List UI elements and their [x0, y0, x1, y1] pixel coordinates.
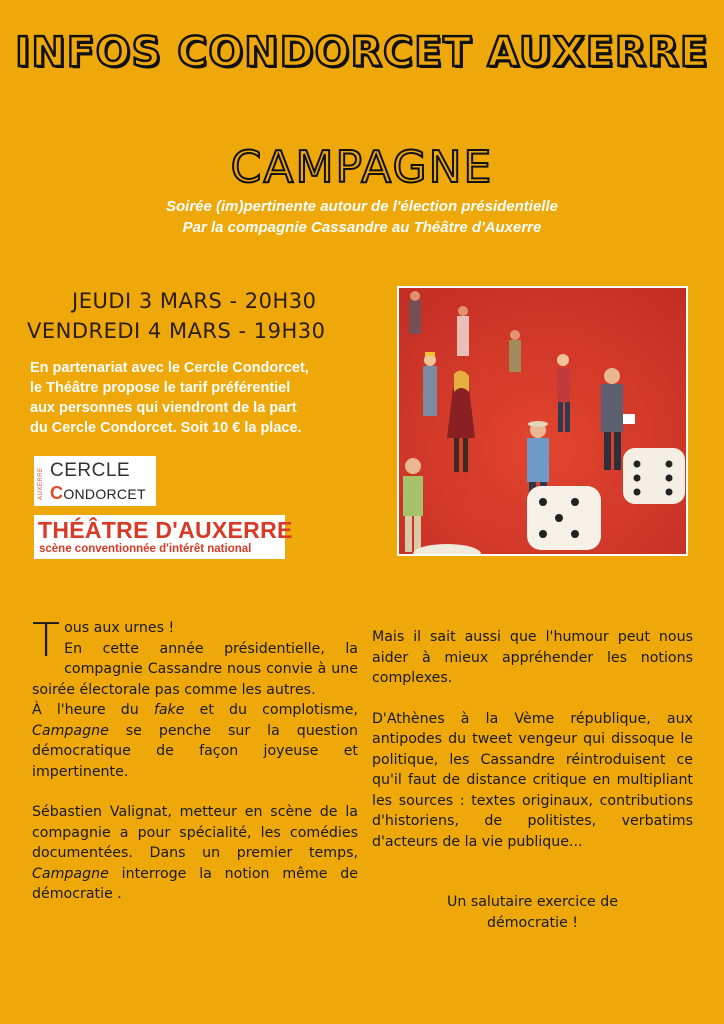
left-column-text [32, 613, 358, 905]
cercle-logo-line1: CERCLE [50, 460, 131, 481]
right-closing-line-2: démocratie ! [487, 914, 578, 931]
left-paragraph-1: Tous aux urnes ! [32, 613, 175, 667]
right-column-text [372, 627, 693, 933]
left-paragraph-4: Sébastien Valignat, metteur en scène de la compagnie a pour spécialité, les comédies documentées. Dans un premier temps, Campagne interroge la notion même de démocratie . [32, 804, 358, 902]
show-subtitle-2: Par la compagnie Cassandre au Théâtre d'Auxerre [182, 219, 542, 236]
partnership-line: du Cercle Condorcet. Soit 10 € la place. [30, 420, 302, 436]
show-title: CAMPAGNE [230, 142, 494, 193]
cercle-logo-city: AUXERRE [38, 467, 44, 500]
partnership-line: le Théâtre propose le tarif préférentiel [30, 380, 291, 396]
left-paragraph-3: À l'heure du fake et du complotisme, Campagne se penche sur la question démocratique de façon joyeuse et impertinente. [32, 702, 358, 780]
show-subtitle-1: Soirée (im)pertinente autour de l'élection présidentielle [166, 198, 558, 215]
partnership-text [30, 358, 390, 438]
theatre-auxerre-logo [34, 515, 293, 559]
date-friday: VENDREDI 4 MARS - 19H30 [27, 319, 326, 343]
theatre-logo-name: THÉÂTRE D'AUXERRE [38, 517, 293, 543]
page-header-title: INFOS CONDORCET AUXERRE [15, 28, 709, 76]
date-thursday: JEUDI 3 MARS - 20H30 [72, 289, 317, 313]
theatre-logo-tagline: scène conventionnée d'intérêt national [39, 543, 252, 555]
right-paragraph-1: Mais il sait aussi que l'humour peut nous aider à mieux appréhender les notions complexes. [372, 629, 693, 686]
right-paragraph-2: D'Athènes à la Vème république, aux antipodes du tweet vengeur qui dissoque le politique, les Cassandre réintroduisent ce qu'il faut de distance critique en multipliant les sources : textes originaux, contributions d'historiens, de politistes, verbatims d'acteurs de la vie publique... [372, 710, 693, 850]
right-closing-line-1: Un salutaire exercice de [446, 894, 619, 910]
partnership-line: En partenariat avec le Cercle Condorcet, [30, 360, 309, 376]
left-paragraph-2: En cette année présidentielle, la compagnie Cassandre nous convie à une soirée électorale pas comme les autres. [32, 640, 358, 698]
cercle-logo-line2: CONDORCET [50, 483, 146, 503]
show-photo [397, 286, 688, 556]
drop-cap: T [32, 613, 61, 667]
partnership-line: aux personnes qui viendront de la part [30, 400, 297, 416]
figurines-and-dice-illustration [399, 288, 686, 554]
cercle-condorcet-logo [34, 456, 156, 506]
